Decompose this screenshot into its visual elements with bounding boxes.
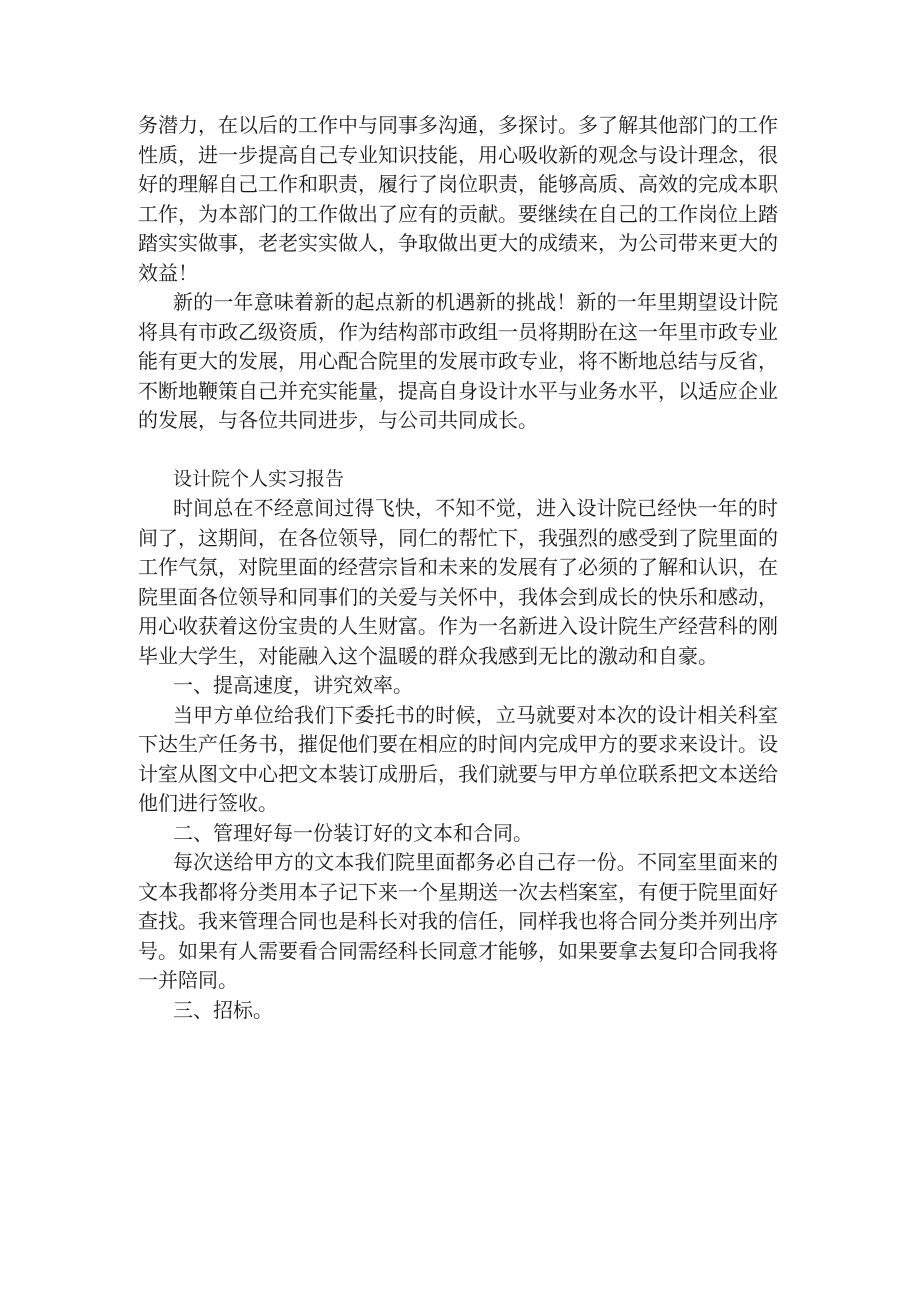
text-line: 效益！ (138, 260, 198, 285)
text-line: 将 具 有 市 政 乙 级 资 质 ， 作 为 结 构 部 市 政 组 一 员 将 期 盼 在 这 一 年 里 市 政 专 业 (138, 319, 778, 344)
text-line: 新 的 一 年 意 味 着 新 的 起 点 新 的 机 遇 新 的 挑 战 ！ 新 的 一 年 里 期 望 设 计 院 (173, 290, 778, 314)
paragraph (138, 288, 778, 436)
text-line: 毕业大学生，对能融入这个温暖的群众我感到无比的激动和自豪。 (138, 643, 718, 668)
paragraph (138, 701, 778, 819)
text-line: 工 作 气 氛 ， 对 院 里 面 的 经 营 宗 旨 和 未 来 的 发 展 有 了 必 须 的 了 解 和 认 识 ， 在 (138, 555, 778, 579)
text-line: 查 找 。 我 来 管 理 合 同 也 是 科 长 对 我 的 信 任 ， 同 样 我 也 将 合 同 分 类 并 列 出 序 (138, 909, 778, 933)
paragraph (138, 494, 778, 671)
text-line: 不 断 地 鞭 策 自 己 并 充 实 能 量 ， 提 高 自 身 设 计 水 平 与 业 务 水 平 ， 以 适 应 企 业 (138, 378, 778, 403)
text-line: 当 甲 方 单 位 给 我 们 下 委 托 书 的 时 候 ， 立 马 就 要 对 本 次 的 设 计 相 关 科 室 (173, 702, 778, 727)
text-line: 的发展，与各位共同进步，与公司共同成长。 (138, 408, 538, 432)
text-line: 设计院个人实习报告 (173, 467, 345, 490)
text-line: 三、招标。 (173, 997, 273, 1022)
text-line: 务 潜 力 ， 在 以 后 的 工 作 中 与 同 事 多 沟 通 ， 多 探 讨 。 多 了 解 其 他 部 门 的 工 作 (138, 113, 778, 137)
text-line: 他们进行签收。 (138, 791, 278, 815)
section-heading (138, 819, 778, 849)
text-line: 计 室 从 图 文 中 心 把 文 本 装 订 成 册 后 ， 我 们 就 要 与 甲 方 单 位 联 系 把 文 本 送 给 (138, 761, 778, 786)
text-line: 用 心 收 获 着 这 份 宝 贵 的 人 生 财 富 。 作 为 一 名 新 进 入 设 计 院 生 产 经 营 科 的 刚 (138, 614, 778, 638)
text-line: 能 有 更 大 的 发 展 ， 用 心 配 合 院 里 的 发 展 市 政 专 业 ， 将 不 断 地 总 结 与 反 省 ， (138, 349, 778, 373)
text-line: 一、提高速度，讲究效率。 (173, 673, 413, 697)
section-heading (138, 996, 778, 1026)
text-line: 好 的 理 解 自 己 工 作 和 职 责 ， 履 行 了 岗 位 职 责 ， 能 够 高 质 、 高 效 的 完 成 本 职 (138, 172, 778, 196)
text-line: 下 达 生 产 任 务 书 ， 摧 促 他 们 要 在 相 应 的 时 间 内 完 成 甲 方 的 要 求 来 设 计 。 设 (138, 732, 778, 756)
section-title (138, 465, 778, 495)
section-heading (138, 671, 778, 701)
text-line: 院 里 面 各 位 领 导 和 同 事 们 的 关 爱 与 关 怀 中 ， 我 体 会 到 成 长 的 快 乐 和 感 动 ， (138, 584, 778, 609)
paragraph (138, 111, 778, 288)
text-line: 性 质 ， 进 一 步 提 高 自 己 专 业 知 识 技 能 ， 用 心 吸 收 新 的 观 念 与 设 计 理 念 ， 很 (138, 142, 778, 167)
text-line: 踏 实 实 做 事 ， 老 老 实 实 做 人 ， 争 取 做 出 更 大 的 成 绩 来 ， 为 公 司 带 来 更 大 的 (138, 231, 778, 255)
text-line: 时 间 总 在 不 经 意 间 过 得 飞 快 ， 不 知 不 觉 ， 进 入 设 计 院 已 经 快 一 年 的 时 (173, 496, 778, 520)
text-line: 号 。 如 果 有 人 需 要 看 合 同 需 经 科 长 同 意 才 能 够 ， 如 果 要 拿 去 复 印 合 同 我 将 (138, 938, 778, 963)
text-line: 工 作 ， 为 本 部 门 的 工 作 做 出 了 应 有 的 贡 献 。 要 继 续 在 自 己 的 工 作 岗 位 上 踏 (138, 201, 778, 226)
text-line: 文 本 我 都 将 分 类 用 本 子 记 下 来 一 个 星 期 送 一 次 去 档 案 室 ， 有 便 于 院 里 面 好 (138, 879, 778, 904)
text-line: 间 了 ， 这 期 间 ， 在 各 位 领 导 ， 同 仁 的 帮 忙 下 ， 我 强 烈 的 感 受 到 了 院 里 面 的 (138, 525, 778, 550)
text-line: 二、管理好每一份装订好的文本和合同。 (173, 820, 533, 845)
document-body (138, 111, 778, 1025)
text-line: 一并陪同。 (138, 968, 238, 992)
paragraph-gap (138, 436, 778, 465)
text-line: 每 次 送 给 甲 方 的 文 本 我 们 院 里 面 都 务 必 自 己 存 一 份 。 不 同 室 里 面 来 的 (173, 850, 778, 874)
paragraph (138, 848, 778, 996)
